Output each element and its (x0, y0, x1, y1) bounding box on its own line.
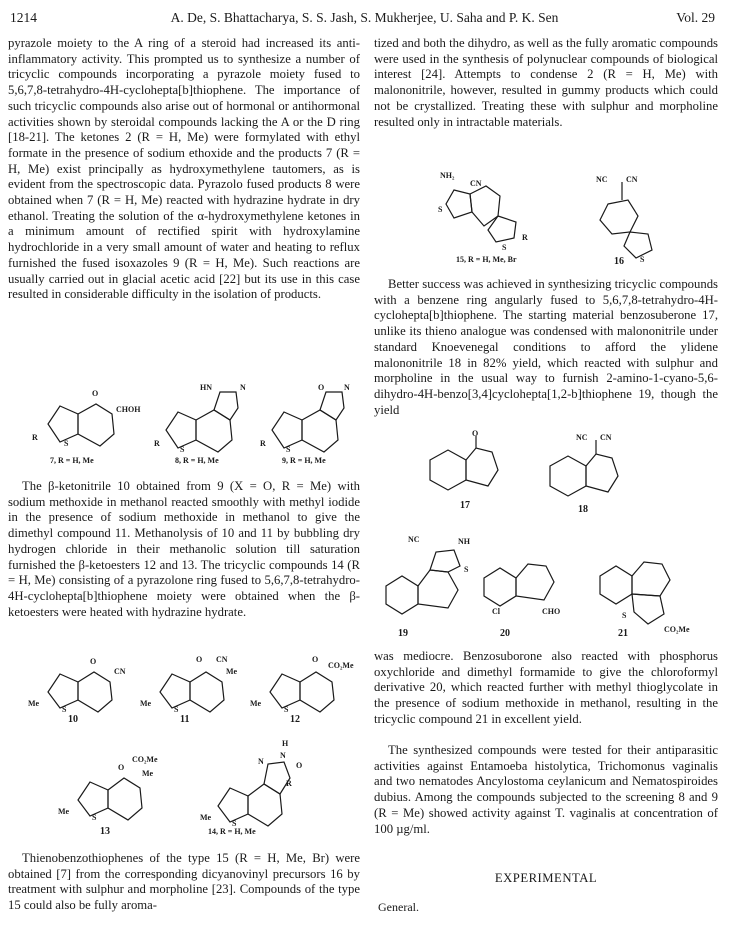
svg-text:S: S (92, 813, 97, 822)
structure-19 (386, 535, 471, 614)
label-19: 19 (398, 628, 408, 639)
label-20: 20 (500, 628, 510, 639)
structure-11 (140, 655, 238, 714)
svg-text:S: S (180, 445, 185, 454)
svg-text:CN: CN (600, 433, 612, 442)
svg-text:R: R (260, 439, 266, 448)
svg-text:Me: Me (140, 699, 152, 708)
structure-16 (596, 175, 652, 264)
structure-13 (58, 755, 158, 822)
structure-14 (200, 739, 302, 828)
structure-9 (260, 383, 350, 454)
left-para-1: pyrazole moiety to the A ring of a steroid had increased its anti-inflammatory activity. This prompted us to synthesize a number of tricyclic compounds incorporating a pyrazole moiety fused to 5,6,7,8-tetrahydro-4H-cyclohepta[b]thiophene. The importance of such tricyclic compounds also arise out of hormonal or antihormonal activities shown by steroidal compounds lacking the A or the D ring [18-21]. The ketones 2 (R = H, Me) were formylated with ethyl formate in the presence of sodium ethoxide and the products 7 (R = H, Me) exist principally as hydroxymethylene tautomers, as is evident from the spectroscopic data. Pyrazolo fused products 8 were obtained when 7 (R = H, Me) reacted with hydrazine hydrate in dry ethanol. Treating the solution of the α-hydroxymethylene ketones in a minimum amount of rectified spirit with hydroxylamine hydrochloride in a very small amount of water and heating to reflux furnished the fused isoxazoles 9 (R = H, Me). Such reactions are usually carried out in glacial acetic acid [22] but its use in this case resulted in considerable difficulty in the isolation of products. (8, 36, 360, 302)
svg-text:Me: Me (58, 807, 70, 816)
svg-text:HN: HN (200, 383, 212, 392)
svg-text:CO₂Me: CO₂Me (664, 625, 690, 634)
label-14: 14, R = H, Me (208, 827, 256, 836)
svg-text:S: S (464, 565, 469, 574)
label-8: 8, R = H, Me (175, 456, 219, 465)
svg-text:S: S (286, 445, 291, 454)
left-para-3: Thienobenzothiophenes of the type 15 (R = H, Me, Br) were obtained [7] from the corresponding dicyanovinyl precursors 16 by treatment with sulphur and morpholine [23]. Compounds of the type 15 could also be fully aroma- (8, 851, 360, 913)
structure-17 (430, 430, 498, 490)
svg-text:O: O (196, 655, 203, 664)
label-16: 16 (614, 256, 624, 267)
svg-text:O: O (90, 657, 97, 666)
figure-13-14 (40, 738, 360, 838)
authors: A. De, S. Bhattacharya, S. S. Jash, S. Mukherjee, U. Saha and P. K. Sen (170, 10, 559, 25)
svg-text:CO₂Me: CO₂Me (132, 755, 158, 764)
figure-7-8-9 (20, 378, 360, 468)
svg-text:Me: Me (226, 667, 238, 676)
structure-21 (600, 562, 690, 634)
subsection-general: General. (378, 900, 419, 914)
svg-text:R: R (154, 439, 160, 448)
svg-text:R: R (32, 433, 38, 442)
label-18: 18 (578, 504, 588, 515)
svg-text:CHOH: CHOH (116, 405, 141, 414)
section-heading-experimental: EXPERIMENTAL (494, 871, 598, 885)
svg-text:Me: Me (28, 699, 40, 708)
figure-15-16 (400, 168, 710, 268)
svg-text:NH₂: NH₂ (440, 171, 455, 180)
svg-text:CN: CN (470, 179, 482, 188)
svg-text:R: R (286, 779, 292, 788)
svg-text:R: R (522, 233, 528, 242)
label-9: 9, R = H, Me (282, 456, 326, 465)
svg-text:S: S (640, 255, 645, 264)
label-21: 21 (618, 628, 628, 639)
svg-text:CN: CN (626, 175, 638, 184)
page-header (0, 6, 729, 28)
structure-12 (250, 655, 354, 714)
structure-7 (32, 389, 141, 448)
left-para-2: The β-ketonitrile 10 obtained from 9 (X = O, R = Me) with sodium methoxide in methanol reacted smoothly with methyl iodide in the presence of sodium methoxide in methanol to give the dimethyl compound 11. Methanolysis of 10 and 11 by bubbling dry hydrogen chloride in their methanolic solution till saturation furnished the β-ketoesters 12 and 13. The tricyclic compounds 14 (R = H, Me) consisting of a pyrazolone ring fused to 5,6,7,8-tetrahydro-4H-cyclohepta[b]thiophene moiety were obtained when the β-ketoesters were heated with hydrazine hydrate. (8, 479, 360, 619)
structure-8 (154, 383, 246, 454)
label-12: 12 (290, 714, 300, 724)
structure-20 (484, 564, 560, 616)
svg-text:CO₂Me: CO₂Me (328, 661, 354, 670)
structure-18 (550, 433, 618, 496)
label-7: 7, R = H, Me (50, 456, 94, 465)
svg-text:S: S (174, 705, 179, 714)
structure-15 (438, 171, 528, 252)
svg-text:S: S (62, 705, 67, 714)
figure-10-11-12 (20, 652, 360, 724)
svg-text:NC: NC (596, 175, 608, 184)
svg-text:CHO: CHO (542, 607, 561, 616)
svg-text:S: S (284, 705, 289, 714)
svg-text:S: S (232, 819, 237, 828)
svg-text:Me: Me (142, 769, 154, 778)
svg-text:S: S (64, 439, 69, 448)
right-para-3: was mediocre. Benzosuborone also reacted with phosphorus oxychloride and dimethyl formamide to give the chloroformyl derivative 20, which reacted further with methyl thioglycolate in the presence of sodium methoxide in methanol, resulting in the tricyclic compound 21 in excellent yield. (374, 649, 718, 726)
svg-text:CN: CN (216, 655, 228, 664)
svg-text:NC: NC (576, 433, 588, 442)
svg-text:O: O (296, 761, 303, 770)
svg-text:N: N (240, 383, 246, 392)
svg-text:N: N (280, 751, 286, 760)
label-10: 10 (68, 714, 78, 724)
svg-text:NC: NC (408, 535, 420, 544)
label-15: 15, R = H, Me, Br (456, 255, 517, 264)
right-para-1: tized and both the dihydro, as well as the fully aromatic compounds were used in the synthesis of polynuclear compounds of biological interest [24]. Attempts to condense 2 (R = H, Me) with malononitrile, however, resulted in gummy products which could not be crystallized. Treating these with sulphur and morpholine resulted only in intractable materials. (374, 36, 718, 129)
volume: Vol. 29 (676, 10, 715, 25)
svg-text:N: N (258, 757, 264, 766)
svg-text:Me: Me (200, 813, 212, 822)
svg-text:O: O (118, 763, 125, 772)
page-number: 1214 (10, 10, 37, 25)
right-para-4: The synthesized compounds were tested for their antiparasitic activities against Entamoeba histolytica, Trichomonus vaginalis and two nematodes Ancylostoma ceylanicum and Nematospiroides dubius. Among the compounds subjected to the screening 8 and 9 (R = Me) showed activity against T. vaginalis at concentration of 100 µg/ml. (374, 743, 718, 836)
svg-text:S: S (622, 611, 627, 620)
label-13: 13 (100, 826, 110, 837)
svg-text:S: S (438, 205, 443, 214)
svg-text:O: O (92, 389, 99, 398)
figure-17-18 (400, 430, 710, 515)
svg-text:NH: NH (458, 537, 470, 546)
label-11: 11 (180, 714, 190, 724)
svg-text:Me: Me (250, 699, 262, 708)
svg-text:CN: CN (114, 667, 126, 676)
structure-10 (28, 657, 126, 714)
svg-text:S: S (502, 243, 507, 252)
svg-text:H: H (282, 739, 289, 748)
svg-text:N: N (344, 383, 350, 392)
svg-text:Cl: Cl (492, 607, 500, 616)
svg-text:O: O (318, 383, 325, 392)
svg-text:O: O (312, 655, 319, 664)
right-para-2: Better success was achieved in synthesizing tricyclic compounds with a benzene ring angularly fused to 5,6,7,8-tetrahydro-4H-cyclohepta[b]thiophene. The starting material benzosuberone 17, unlike its thieno analogue was condensed with malononitrile under standard Knoevenegal conditions to afford the ylidene malononitrile 18 in 82% yield, which reacted with sulphur and morpholine in the usual way to furnish 2-amino-1-cyano-5,6-dihydro-4H-benzo[3,4]cyclohepta[1,2-b]thiophene 19, though the yield (374, 277, 718, 417)
svg-text:O: O (472, 430, 479, 438)
figure-19-20-21 (378, 530, 718, 642)
label-17: 17 (460, 500, 470, 511)
